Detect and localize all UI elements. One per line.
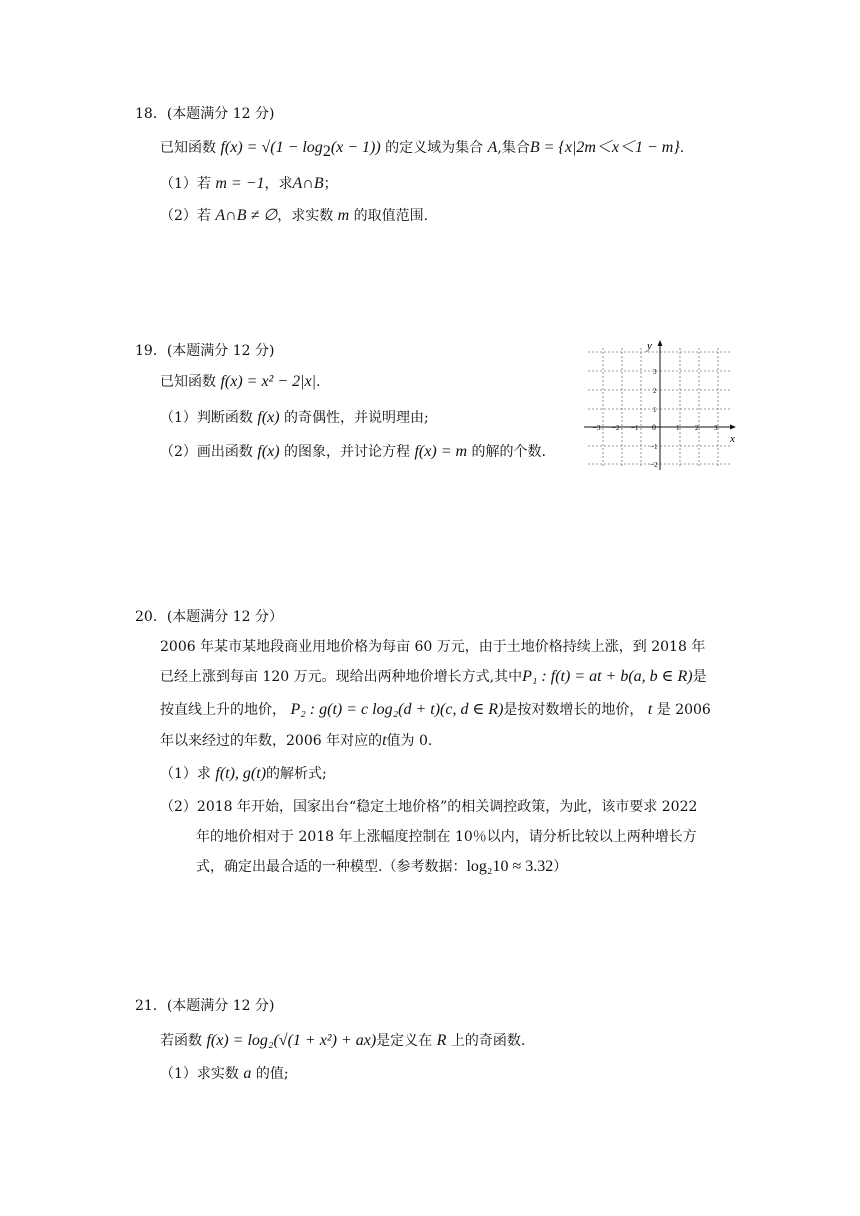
q20-line3-text: 按直线上升的地价， [160,702,286,718]
q18-stem-text: 已知函数 [160,140,216,156]
q19-part2 [160,442,546,462]
axes [584,344,732,470]
q20-reference-formula: log₂10 ≈ 3.32 [466,858,554,875]
x-tick-label: 2 [695,424,699,432]
x-tick-label: −1 [631,424,639,432]
q18-part1-formula: m = −1 [215,175,265,192]
q18-part1-formula2: A∩B [292,175,324,192]
q19-stem-end: . [316,374,321,390]
q20-line3-text-b: 是按对数增长的地价， [503,702,644,718]
q21-part1-var: a [243,1065,252,1082]
q20-line2-end: 是 [692,669,707,685]
q20-part2-line3-text: 式，确定出最合适的一种模型.（参考数据： [196,859,467,875]
q21-stem-text: 若函数 [160,1033,202,1049]
q18-part1-end: ； [323,176,338,192]
q18-formula-part2: (x − 1)) [330,139,381,156]
x-axis-arrow-icon [730,425,736,430]
y-tick-label: −1 [650,443,658,451]
q18-part2-text: ，求实数 [277,208,334,224]
q21-part1-label: （1）求实数 [160,1066,239,1082]
q20-part2-line1: （2）2018 年开始，国家出台“稳定土地价格”的相关调控政策，为此，该市要求 2022 [160,799,698,815]
y-tick-labels [650,368,658,469]
y-axis-arrow-icon [658,340,663,346]
y-axis-label: y [647,340,652,352]
x-tick-label: 1 [676,424,680,432]
q18-set-a: A [487,139,498,156]
q20-part2-line3 [196,857,567,877]
q20-line4 [160,731,432,751]
q20-part1-label: （1）求 [160,766,211,782]
q20-line4-text: 年以来经过的年数，2006 年对应的 [160,733,383,749]
q21-stem-end: 上的奇函数. [450,1033,526,1049]
q19-stem-text: 已知函数 [160,374,216,390]
q18-part2-formula: A∩B ≠ ∅ [215,207,278,224]
x-tick-label: −2 [612,424,620,432]
q20-p1-formula: P₁ : f(t) = at + b(a, b ∈ R) [522,668,693,685]
q18-title: 18．(本题满分 12 分) [135,106,275,122]
q19-part2-label: （2）画出函数 [160,444,253,460]
q18-formula-sub: 2 [322,142,331,160]
q21-stem-var: R [436,1032,447,1049]
y-tick-label: 3 [653,368,657,376]
origin-label: 0 [652,423,656,432]
q20-line3 [160,700,711,720]
q20-line2 [160,667,707,687]
q21-title: 21．(本题满分 12 分) [135,998,275,1014]
q18-part2 [160,206,428,226]
q20-line2-text: 已经上涨到每亩 120 万元。现给出两种地价增长方式,其中 [160,669,523,685]
q20-part1 [160,764,327,784]
q20-title: 20．(本题满分 12 分） [135,609,283,625]
q19-part1-label: （1）判断函数 [160,410,253,426]
y-tick-label: 2 [653,387,657,395]
q20-part2-line2: 年的地价相对于 2018 年上涨幅度控制在 10％以内，请分析比较以上两种增长方 [196,829,697,845]
q19-formula: f(x) = x² − 2|x| [220,373,317,390]
q20-p2-formula: P₂ : g(t) = c log₂(d + t)(c, d ∈ R) [290,701,504,718]
q18-part1-text: ，求 [264,176,293,192]
q21-part1-text: 的值; [255,1066,289,1082]
y-tick-label: 1 [653,406,657,414]
q18-set-b: B = {x|2m＜x＜1 − m} [529,139,680,156]
q19-part2-end: 的解的个数. [471,444,546,460]
q18-part2-label: （2）若 [160,208,211,224]
q20-line1: 2006 年某市某地段商业用地价格为每亩 60 万元，由于土地价格持续上涨，到 2018 年 [160,639,706,655]
x-tick-label: −3 [593,424,601,432]
q20-part2-line3-end: ） [553,859,568,875]
q19-title: 19．(本题满分 12 分) [135,343,275,359]
q19-part1-formula: f(x) [257,409,280,426]
y-tick-label: −2 [650,461,658,469]
q21-stem [160,1031,525,1051]
q19-part2-formula2: f(x) = m [414,443,468,460]
x-tick-label: 3 [714,424,718,432]
q18-part1 [160,174,338,194]
q21-stem-text-b: 是定义在 [376,1033,433,1049]
q21-part1 [160,1064,289,1084]
x-axis-label: x [730,433,735,445]
q21-formula: f(x) = log₂(√(1 + x²) + ax) [206,1032,377,1049]
q20-line3-var: t [647,701,653,718]
q19-stem [160,372,321,392]
q18-part2-var: m [337,207,350,224]
q18-stem-end: . [679,140,685,156]
q20-line4-var: t [382,732,387,749]
q20-part1-formula: f(t), g(t) [215,765,267,782]
q18-formula-part1: f(x) = √(1 − log [220,139,323,156]
q18-stem-text-c: ,集合 [497,140,530,156]
q19-coordinate-grid [580,338,750,472]
q19-part2-formula: f(x) [257,443,280,460]
q19-part1 [160,408,429,428]
q20-line4-end: 值为 0. [386,733,433,749]
q20-part1-text: 的解析式; [266,766,327,782]
q18-part2-end: 的取值范围. [353,208,429,224]
grid-lines [588,348,730,468]
q18-stem-text-b: 的定义域为集合 [385,140,484,156]
q19-part2-text: 的图象，并讨论方程 [284,444,411,460]
q18-stem [160,138,684,162]
q18-part1-label: （1）若 [160,176,211,192]
q19-part1-text: 的奇偶性，并说明理由; [284,410,429,426]
q20-line3-end: 是 2006 [656,702,711,718]
